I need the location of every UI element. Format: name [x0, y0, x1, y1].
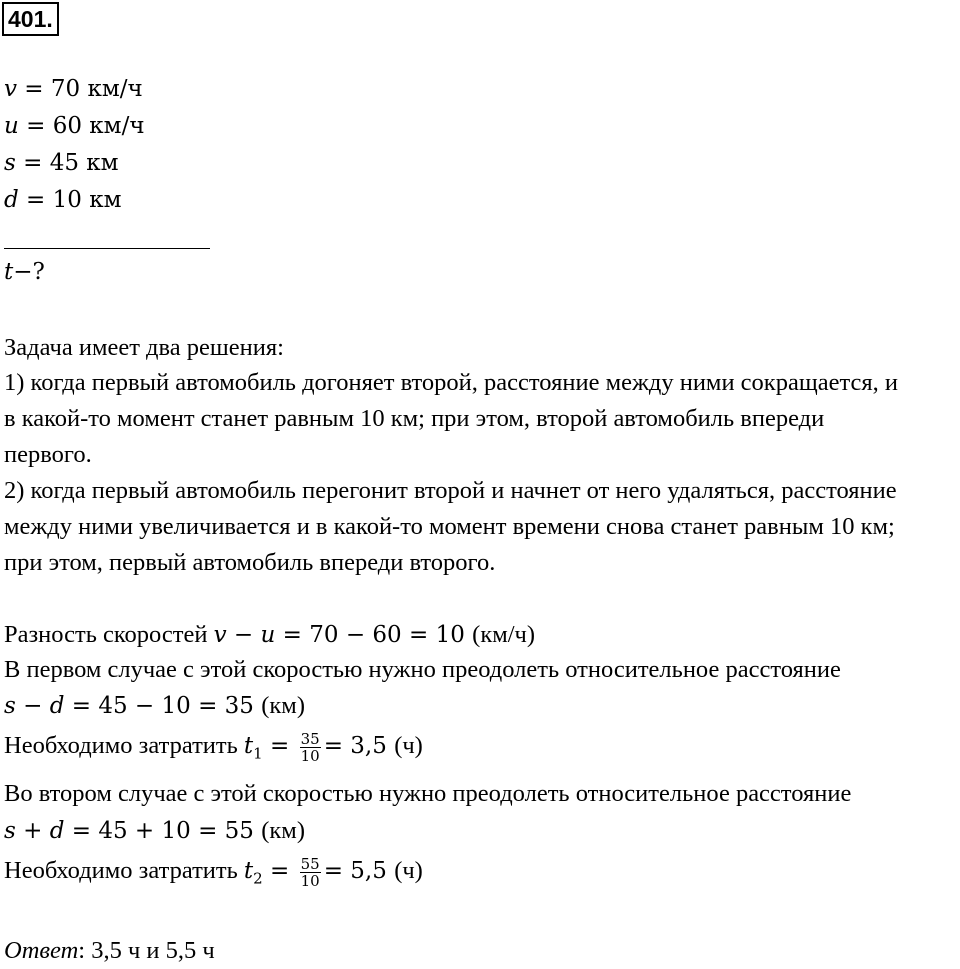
- case1-line-3: первого.: [4, 441, 92, 468]
- first-case-text: В первом случае с этой скоростью нужно преодолеть относительное расстояние: [4, 656, 841, 683]
- given-s: s = 45 км: [4, 150, 119, 176]
- case2-line-2: между ними увеличивается и в какой-то момент времени снова станет равным 10 км;: [4, 513, 895, 540]
- problem-number: 401.: [2, 2, 59, 36]
- case1-line-1: 1) когда первый автомобиль догоняет второй, расстояние между ними сокращается, и: [4, 369, 898, 396]
- first-case-time: Необходимо затратить $t_1$ = $\frac{35}{10}$ = 3,5 (ч): [4, 729, 423, 765]
- fraction-35-10: $\frac{35}{10}$: [300, 729, 320, 765]
- find-t: t−?: [4, 259, 45, 285]
- first-case-distance: s − d = 45 − 10 = 35 (км): [4, 692, 305, 719]
- answer-label: Ответ: [4, 937, 79, 964]
- answer-value: : 3,5 ч и 5,5 ч: [78, 937, 215, 964]
- answer-line: [4, 933, 215, 969]
- second-case-text: Во втором случае с этой скоростью нужно преодолеть относительное расстояние: [4, 780, 852, 807]
- second-case-distance: s + d = 45 + 10 = 55 (км): [4, 817, 305, 844]
- given-divider: [4, 248, 210, 249]
- case2-line-3: при этом, первый автомобиль впереди второго.: [4, 549, 496, 576]
- second-case-time: Необходимо затратить $t_2$ = $\frac{55}{10}$ = 5,5 (ч): [4, 854, 423, 890]
- case2-line-1: 2) когда первый автомобиль перегонит второй и начнет от него удаляться, расстояние: [4, 477, 897, 504]
- given-u: u = 60 км/ч: [4, 113, 145, 139]
- intro-text: Задача имеет два решения:: [4, 334, 284, 361]
- fraction-55-10: $\frac{55}{10}$: [300, 854, 320, 890]
- given-v: v = 70 км/ч: [4, 76, 143, 102]
- speed-difference-line: Разность скоростей v − u = 70 − 60 = 10 (км/ч): [4, 621, 536, 648]
- case1-line-2: в какой-то момент станет равным 10 км; при этом, второй автомобиль впереди: [4, 405, 825, 432]
- given-d: d = 10 км: [4, 187, 122, 213]
